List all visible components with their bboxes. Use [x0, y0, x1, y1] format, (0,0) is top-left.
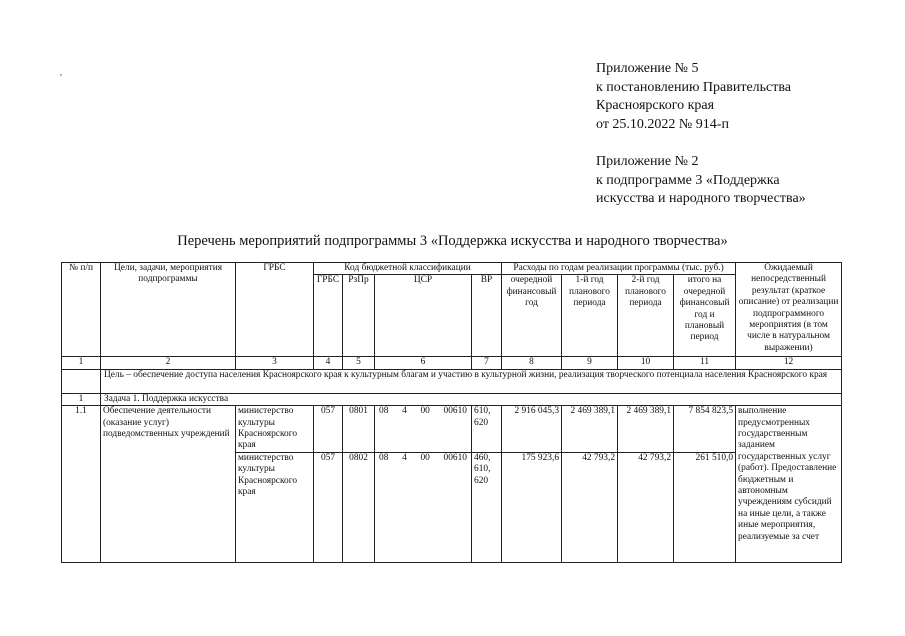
header-year-plan-2: 2-й год планового периода [618, 275, 674, 357]
header-code-rzpr: РзПр [343, 275, 375, 357]
header-code-csr: ЦСР [375, 275, 472, 357]
header-budget-code: Код бюджетной классификации [314, 263, 502, 275]
column-number: 10 [618, 357, 674, 369]
row-vr: 460, 610, 620 [472, 452, 502, 562]
row-year-plan-1: 42 793,2 [562, 452, 618, 562]
row-total: 261 510,0 [674, 452, 736, 562]
csr-part: 00610 [443, 452, 467, 463]
appendix-2-line: к подпрограмме 3 «Поддержка [596, 172, 780, 188]
column-number: 7 [472, 357, 502, 369]
csr-part: 4 [402, 452, 407, 463]
row-total: 7 854 823,5 [674, 406, 736, 453]
row-grbs-name: министерство культуры Красноярского края [236, 452, 314, 562]
row-year-plan-2: 42 793,2 [618, 452, 674, 562]
column-number: 12 [736, 357, 842, 369]
header-code-grbs: ГРБС [314, 275, 343, 357]
task-num: 1 [62, 393, 101, 405]
appendix-2-line: Приложение № 2 [596, 154, 699, 169]
header-code-vr: ВР [472, 275, 502, 357]
csr-part: 00610 [443, 406, 467, 417]
row-csr [375, 452, 472, 562]
appendix-5-line: Приложение № 5 [596, 61, 699, 76]
header-goals: Цели, задачи, мероприятия подпрограммы [101, 263, 236, 357]
column-number: 2 [101, 357, 236, 369]
row-grbs-code: 057 [314, 406, 343, 453]
row-grbs-code: 057 [314, 452, 343, 562]
csr-part: 00 [420, 406, 430, 417]
header-num: № п/п [62, 263, 101, 357]
row-year-plan-1: 2 469 389,1 [562, 406, 618, 453]
csr-part: 08 [379, 452, 389, 463]
measure-num: 1.1 [62, 406, 101, 563]
column-number: 1 [62, 357, 101, 369]
row-year-plan-2: 2 469 389,1 [618, 406, 674, 453]
column-number: 9 [562, 357, 618, 369]
csr-part: 08 [379, 406, 389, 417]
appendix-2-line: искусства и народного творчества» [596, 191, 806, 206]
row-vr: 610, 620 [472, 406, 502, 453]
column-number: 6 [375, 357, 472, 369]
measures-table [61, 262, 842, 563]
appendix-5-line: Красноярского края [596, 98, 715, 113]
column-number: 11 [674, 357, 736, 369]
column-number: 5 [343, 357, 375, 369]
task-text: Задача 1. Поддержка искусства [101, 393, 842, 405]
row-csr [375, 406, 472, 453]
header-expenses: Расходы по годам реализации программы (тыс. руб.) [502, 263, 736, 275]
row-rzpr: 0802 [343, 452, 375, 562]
appendix-header [596, 60, 806, 209]
goal-num-cell [62, 369, 101, 393]
header-year-current: очередной финансовый год [502, 275, 562, 357]
column-number: 8 [502, 357, 562, 369]
measure-result: выполнение предусмотренных государственным заданием государственных услуг (работ). Предоставление бюджетным и автономным учреждениям субсидий на иные цели, а также иные мероприятия, реализуемые за счет [736, 406, 842, 563]
header-result: Ожидаемый непосредственный результат (краткое описание) от реализации подпрограммного мероприятия (в том числе в натуральном выражении) [736, 263, 842, 357]
goal-text: Цель – обеспечение доступа населения Красноярского края к культурным благам и участию в культурной жизни, реализация творческого потенциала населения Красноярского края [101, 369, 842, 393]
header-year-plan-1: 1-й год планового периода [562, 275, 618, 357]
row-year-current: 175 923,6 [502, 452, 562, 562]
row-year-current: 2 916 045,3 [502, 406, 562, 453]
row-rzpr: 0801 [343, 406, 375, 453]
appendix-5-line: к постановлению Правительства [596, 79, 792, 95]
measure-name: Обеспечение деятельности (оказание услуг) подведомственных учреждений [101, 406, 236, 563]
header-grbs: ГРБС [236, 263, 314, 357]
header-year-total: итого на очередной финансовый год и плановый период [674, 275, 736, 357]
csr-part: 00 [420, 452, 430, 463]
document-title: Перечень мероприятий подпрограммы 3 «Поддержка искусства и народного творчества» [177, 233, 728, 249]
csr-part: 4 [402, 406, 407, 417]
speck-mark: , [60, 68, 62, 77]
row-grbs-name: министерство культуры Красноярского края [236, 406, 314, 453]
appendix-5-line: от 25.10.2022 № 914-п [596, 116, 729, 132]
column-number: 4 [314, 357, 343, 369]
column-number: 3 [236, 357, 314, 369]
